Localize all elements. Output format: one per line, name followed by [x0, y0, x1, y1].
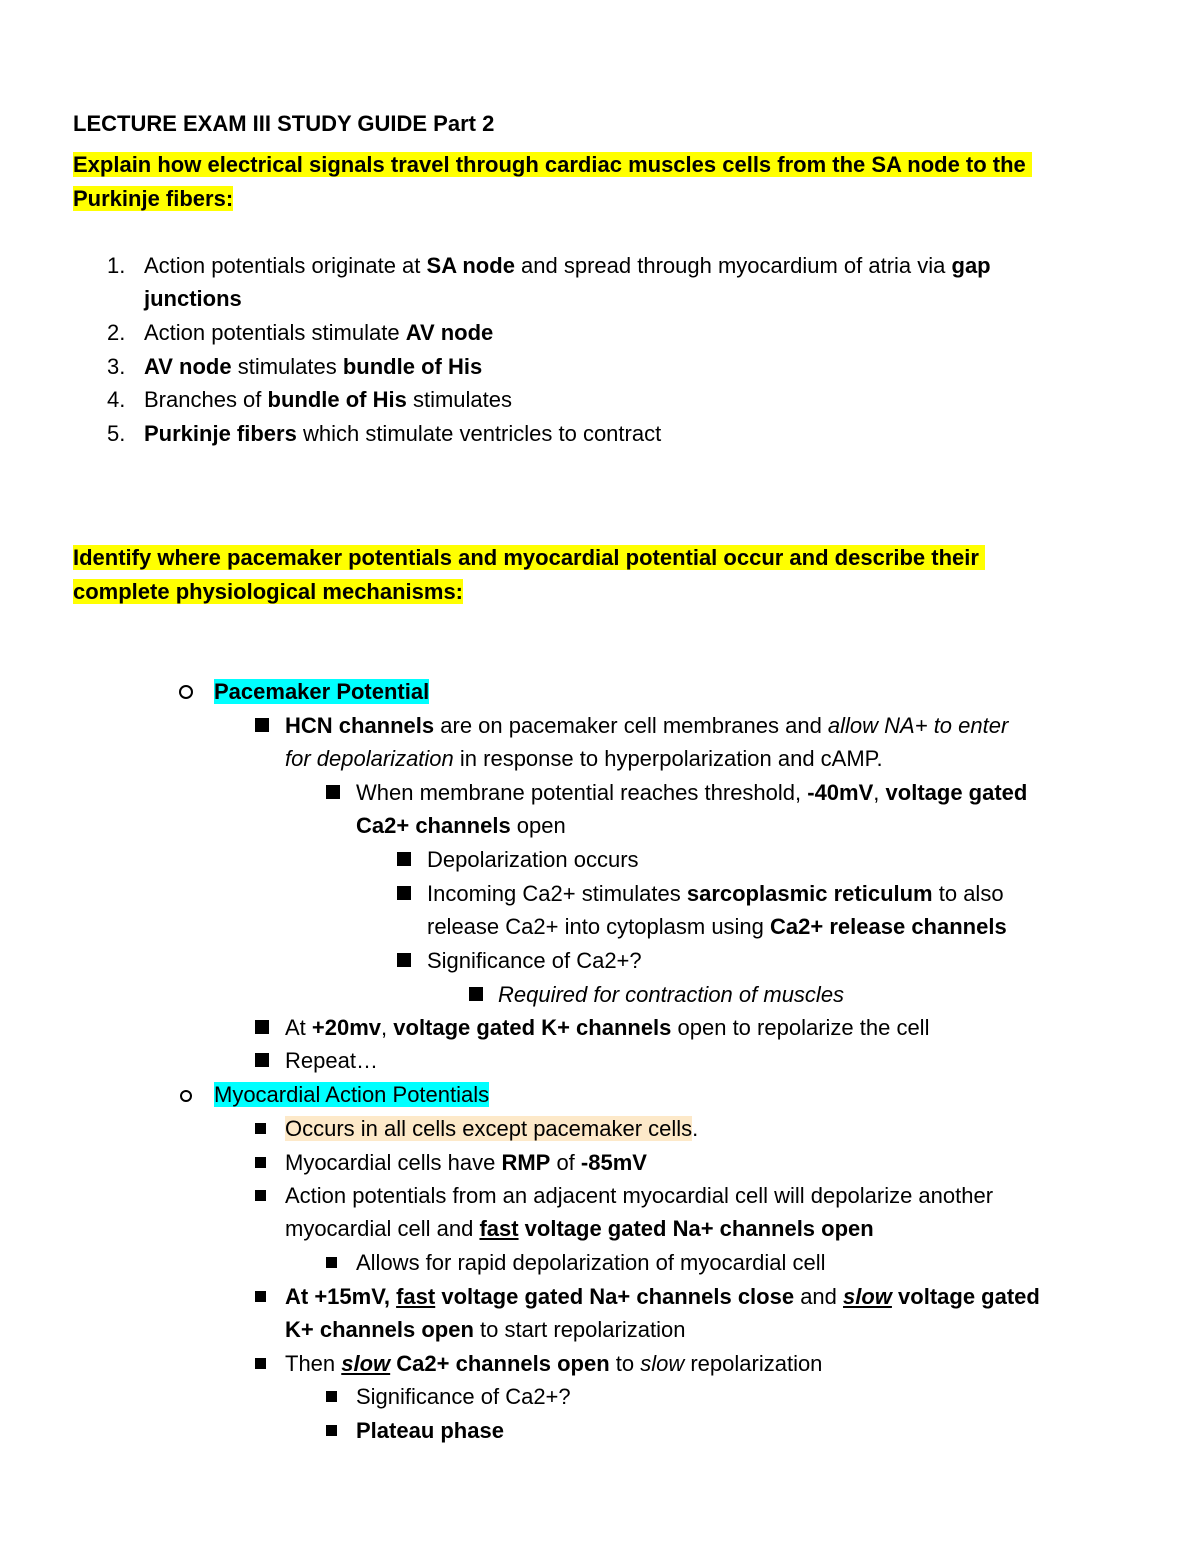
square-bullet-icon [255, 1358, 266, 1369]
square-bullet-icon [397, 852, 411, 866]
at15-line-2: K+ channels open to start repolarization [285, 1317, 686, 1342]
threshold-line-1: When membrane potential reaches threshold, -40mV, voltage gated [356, 780, 1028, 805]
question-1-line-1: Explain how electrical signals travel through cardiac muscles cells from the SA node to the [73, 148, 1032, 181]
action-potential-line-2: myocardial cell and fast voltage gated Na+ channels open [285, 1216, 874, 1241]
hollow-circle-bullet-icon [179, 685, 193, 699]
square-bullet-icon [326, 1391, 337, 1402]
list-item: Action potentials originate at SA node and spread through myocardium of atria via gap [144, 253, 991, 278]
incoming-line-1: Incoming Ca2+ stimulates sarcoplasmic reticulum to also [427, 881, 1004, 906]
square-bullet-icon [255, 1291, 266, 1302]
action-potential-line-1: Action potentials from an adjacent myocardial cell will depolarize another [285, 1183, 994, 1208]
myocardial-heading: Myocardial Action Potentials [214, 1082, 490, 1107]
square-bullet-icon [397, 953, 411, 967]
repeat-line: Repeat… [285, 1048, 378, 1073]
list-number: 2. [107, 320, 126, 345]
occurs-line: Occurs in all cells except pacemaker cells. [285, 1116, 699, 1141]
square-bullet-icon [255, 1123, 266, 1134]
hcn-line-1: HCN channels are on pacemaker cell membranes and allow NA+ to enter [285, 713, 1009, 738]
list-item: Branches of bundle of His stimulates [144, 387, 512, 412]
threshold-line-2: Ca2+ channels open [356, 813, 566, 838]
square-bullet-icon [255, 1190, 266, 1201]
allows-line: Allows for rapid depolarization of myocardial cell [356, 1250, 826, 1275]
list-item: Action potentials stimulate AV node [144, 320, 494, 345]
square-bullet-icon [255, 1053, 269, 1067]
then-line: Then slow Ca2+ channels open to slow repolarization [285, 1351, 823, 1376]
incoming-line-2: release Ca2+ into cytoplasm using Ca2+ release channels [427, 914, 1007, 939]
significance-line: Significance of Ca2+? [356, 1384, 571, 1409]
list-item: AV node stimulates bundle of His [144, 354, 483, 379]
at15-line-1: At +15mV, fast voltage gated Na+ channels close and slow voltage gated [285, 1284, 1040, 1309]
question-1-line-2: Purkinje fibers: [73, 186, 234, 211]
required-line: Required for contraction of muscles [498, 982, 845, 1007]
page-title: LECTURE EXAM III STUDY GUIDE Part 2 [73, 111, 495, 136]
square-bullet-icon [255, 1157, 266, 1168]
hcn-line-2: for depolarization in response to hyperpolarization and cAMP. [285, 746, 883, 771]
list-item: Purkinje fibers which stimulate ventricles to contract [144, 421, 662, 446]
list-number: 3. [107, 354, 126, 379]
list-number: 1. [107, 253, 126, 278]
question-2-line-2: complete physiological mechanisms: [73, 579, 464, 604]
square-bullet-icon [255, 1020, 269, 1034]
significance-line: Significance of Ca2+? [427, 948, 642, 973]
repolarize-line: At +20mv, voltage gated K+ channels open to repolarize the cell [285, 1015, 930, 1040]
plateau-line: Plateau phase [356, 1418, 504, 1443]
pacemaker-heading: Pacemaker Potential [214, 679, 430, 704]
square-bullet-icon [326, 1257, 337, 1268]
square-bullet-icon [326, 785, 340, 799]
list-number: 4. [107, 387, 126, 412]
rmp-line: Myocardial cells have RMP of -85mV [285, 1150, 647, 1175]
square-bullet-icon [326, 1425, 337, 1436]
list-number: 5. [107, 421, 126, 446]
square-bullet-icon [397, 886, 411, 900]
list-item-continuation: junctions [144, 286, 242, 311]
question-2-line-1: Identify where pacemaker potentials and myocardial potential occur and describe their [73, 541, 985, 574]
square-bullet-icon [469, 987, 483, 1001]
hollow-circle-bullet-icon [180, 1090, 192, 1102]
depolarization-line: Depolarization occurs [427, 847, 639, 872]
square-bullet-icon [255, 718, 269, 732]
